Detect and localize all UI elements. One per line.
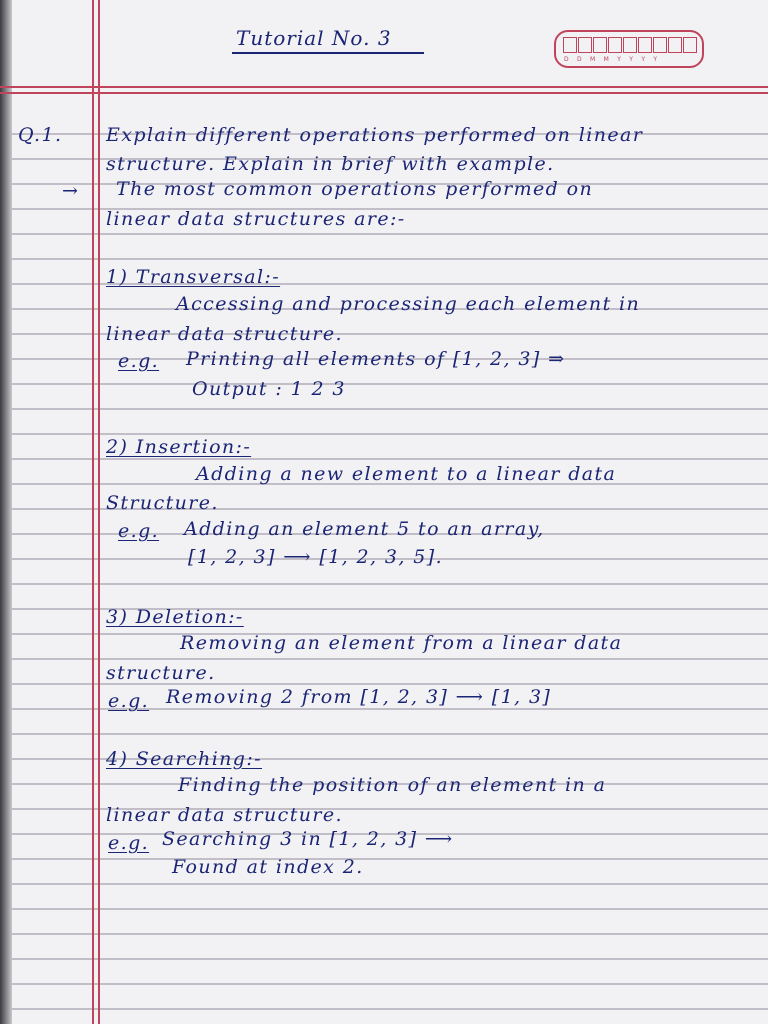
header-rule-top [0,86,768,88]
section-insertion-line-2: Structure. [106,492,219,514]
page-title: Tutorial No. 3 [236,26,392,50]
section-heading-searching: 4) Searching:- [106,748,262,770]
date-labels: DDMMYYYY [564,56,666,63]
header-rule-bottom [0,92,768,94]
margin-rule-left [92,0,94,1024]
notebook-binding [0,0,12,1024]
section-insertion-eg-label: e.g. [118,520,160,542]
section-heading-insertion: 2) Insertion:- [106,436,252,458]
title-underline [232,52,424,54]
section-insertion-line-1: Adding a new element to a linear data [196,463,617,485]
date-box [554,30,704,68]
section-deletion-line-1: Removing an element from a linear data [180,632,623,654]
answer-line-1: The most common operations performed on [116,178,594,200]
section-insertion-eg-line-1: Adding an element 5 to an array, [184,518,545,540]
section-deletion-line-2: structure. [106,662,216,684]
answer-arrow: → [62,180,80,202]
section-traversal-line-2: linear data structure. [106,323,343,345]
question-label: Q.1. [18,124,63,146]
section-traversal-line-1: Accessing and processing each element in [176,293,641,315]
section-traversal-eg-line-2: Output : 1 2 3 [192,378,346,400]
question-line-2: structure. Explain in brief with example. [106,153,555,175]
section-heading-traversal: 1) Transversal:- [106,266,281,288]
date-cells [563,37,698,53]
section-searching-line-2: linear data structure. [106,804,343,826]
section-insertion-eg-line-2: [1, 2, 3] ⟶ [1, 2, 3, 5]. [188,546,444,568]
section-heading-deletion: 3) Deletion:- [106,606,244,628]
section-searching-eg-line-1: Searching 3 in [1, 2, 3] ⟶ [162,828,454,850]
section-deletion-eg-label: e.g. [108,690,150,712]
section-traversal-eg-line-1: Printing all elements of [1, 2, 3] ⇒ [186,348,566,370]
margin-rule-right [98,0,100,1024]
section-traversal-eg-label: e.g. [118,350,160,372]
section-searching-eg-label: e.g. [108,832,150,854]
section-searching-line-1: Finding the position of an element in a [178,774,607,796]
question-line-1: Explain different operations performed on linear [106,124,644,146]
answer-line-2: linear data structures are:- [106,208,406,230]
section-deletion-eg-line-1: Removing 2 from [1, 2, 3] ⟶ [1, 3] [166,686,552,708]
section-searching-eg-line-2: Found at index 2. [172,856,364,878]
